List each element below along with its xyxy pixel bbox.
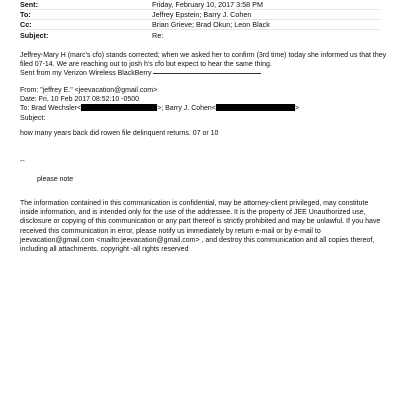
signature-underline (153, 73, 261, 74)
disclaimer-line: inside information, and is intended only for the use of the addressee. It is the property of JEE Unauthorized use, (20, 209, 366, 217)
redaction-box (216, 104, 295, 111)
quoted-to-middle: >; Barry J. Cohen< (157, 105, 216, 113)
quoted-to-prefix: To: Brad Wechsler< (20, 105, 82, 113)
disclaimer-line: received this communication in error, please notify us immediately by return e-mail or by e-mail to (20, 227, 321, 235)
quoted-header (20, 86, 380, 123)
quoted-date: Date: Fri, 10 Feb 2017 08:52:10 -0500 (20, 96, 140, 104)
cc-value: Brian Grieve; Brad Okun; Leon Black (152, 20, 270, 29)
subject-label: Subject: (20, 31, 49, 40)
quoted-to-suffix: > (294, 105, 300, 113)
quoted-subject: Subject: (20, 114, 46, 122)
disclaimer (20, 199, 380, 254)
disclaimer-line: including all attachments. copyright -all rights reserved (20, 245, 189, 253)
quoted-message-text: how many years back did rowen file delinquent returns. 07 or 10 (20, 130, 219, 137)
to-label: To: (20, 10, 31, 19)
please-note-text: please note (37, 176, 74, 183)
body-line: Jeffrey-Mary H (marc's cfo) stands corrected; when we asked her to confirm (3rd time) today she informed us that they (20, 52, 387, 59)
header-divider (20, 29, 380, 30)
disclaimer-line: jeevacation@gmail.com <mailto:jeevacation@gmail.com> , and destroy this communication and all copies thereof, (20, 236, 375, 244)
quoted-from: From: "jeffrey E." <jeevacation@gmail.com> (20, 87, 158, 94)
subject-value: Re: (152, 31, 164, 40)
sent-label: Sent: (20, 0, 38, 9)
cc-label: Cc: (20, 20, 32, 29)
disclaimer-line: The information contained in this communication is confidential, may be attorney-client privileged, may constitute (20, 200, 369, 207)
to-value: Jeffrey Epstein; Barry J. Cohen (152, 10, 252, 19)
redaction-box (81, 104, 157, 111)
sent-value: Friday, February 10, 2017 3:58 PM (152, 0, 263, 9)
disclaimer-line: disclosure or copying of this communication or any part thereof is strictly prohibited and may be unlawful. If you have (20, 218, 381, 226)
quoted-message (20, 129, 380, 138)
body-line (20, 69, 380, 78)
quoted-to (20, 104, 380, 113)
signature-text: Sent from my Verizon Wireless BlackBerry (20, 70, 152, 78)
body-line: filed 07-14. We are reaching out to josh h's cfo but expect to hear the same thing. (20, 61, 272, 69)
signature-separator (20, 157, 380, 166)
message-body (20, 51, 387, 79)
separator-text: -- (20, 158, 25, 165)
please-note (37, 175, 397, 184)
